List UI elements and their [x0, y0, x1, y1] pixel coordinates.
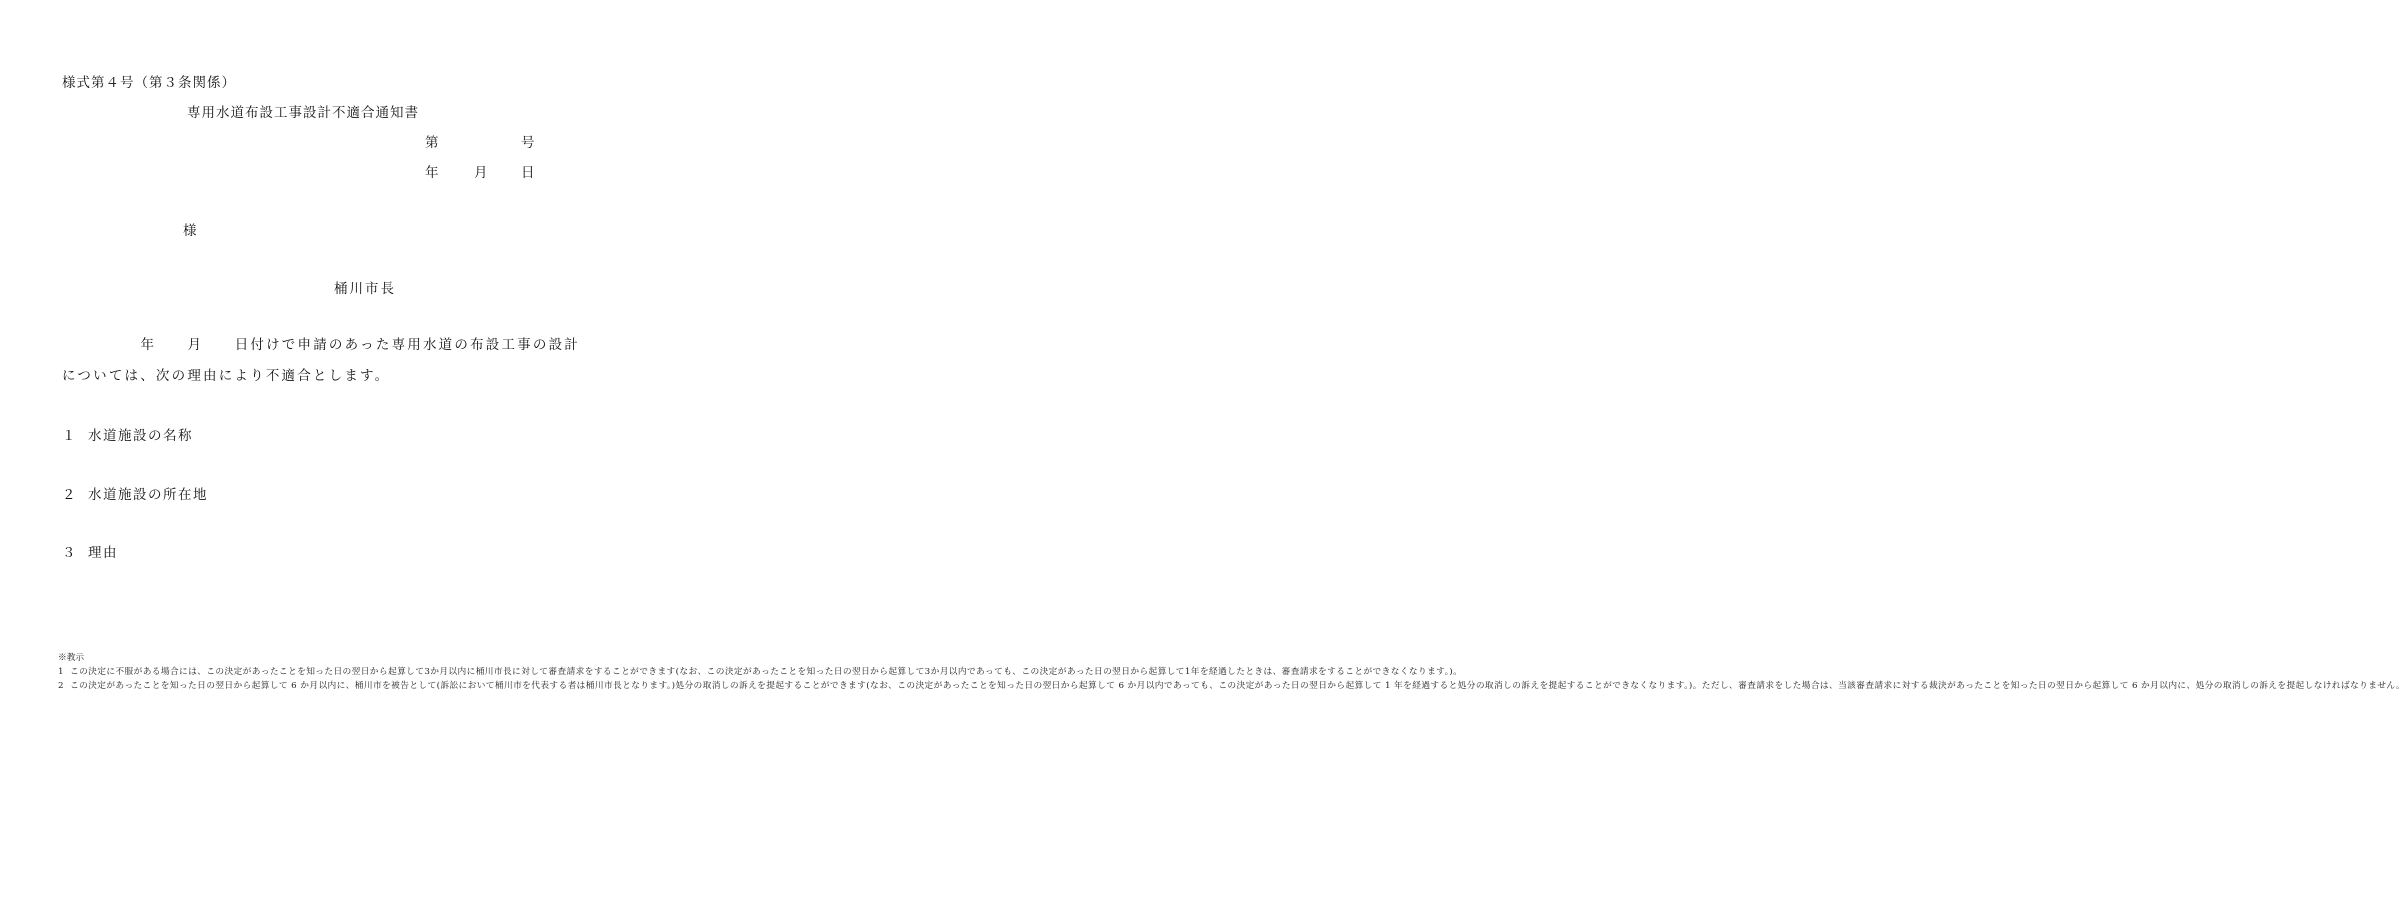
- form-number: 様式第４号（第３条関係）: [62, 75, 236, 91]
- item-label: 水道施設の所在地: [88, 487, 208, 503]
- document-title: 専用水道布設工事設計不適合通知書: [187, 105, 419, 121]
- date-year: 年: [425, 165, 439, 181]
- doc-number-suffix: 号: [521, 135, 535, 151]
- legal-notice: [58, 651, 2405, 694]
- item-number: １: [62, 428, 77, 444]
- item-facility-name: [62, 424, 193, 444]
- notice-entry: [58, 679, 2405, 693]
- body-line-2: については、次の理由により不適合とします。: [62, 368, 391, 384]
- notice-entry-number: 1: [58, 667, 64, 678]
- notice-entry-text: この決定に不服がある場合には、この決定があったことを知った日の翌日から起算して3か月以内に桶川市長に対して審査請求をすることができます(なお、この決定があったことを知った日の翌日から起算して3か月以内であっても、この決定があった日の翌日から起算して1年を経過したときは、審査請求をすることができなくなります。)。: [70, 667, 1463, 678]
- item-number: ３: [62, 545, 77, 561]
- item-reason: [62, 541, 118, 561]
- doc-number-prefix: 第: [425, 135, 439, 151]
- item-facility-location: [62, 483, 208, 503]
- notice-entry-text: この決定があったことを知った日の翌日から起算して 6 か月以内に、桶川市を被告として(訴訟において桶川市を代表する者は桶川市長となります。)処分の取消しの訴えを提起することができます(なお、この決定があったことを知った日の翌日から起算して 6 か月以内であっても、この決定があった日の翌日から起算して 1 年を経過すると処分の取消しの訴えを提起することができなくなります。)。ただし、審査請求をした場合は、当該審査請求に対する裁決があったことを知った日の翌日から起算して 6 か月以内に、処分の取消しの訴えを提起しなければなりません。: [70, 681, 2405, 692]
- item-number: ２: [62, 487, 77, 503]
- notice-entry: [58, 665, 1463, 679]
- item-label: 水道施設の名称: [88, 428, 193, 444]
- item-label: 理由: [88, 545, 118, 561]
- notice-entry-number: 2: [58, 681, 64, 692]
- date-day: 日: [521, 165, 535, 181]
- body-line-1: 年 月 日付けで申請のあった専用水道の布設工事の設計: [62, 337, 580, 353]
- issuer: 桶川市長: [334, 281, 396, 297]
- addressee: 様: [183, 223, 197, 239]
- notice-heading: ※教示: [58, 653, 85, 663]
- date-month: 月: [474, 165, 488, 181]
